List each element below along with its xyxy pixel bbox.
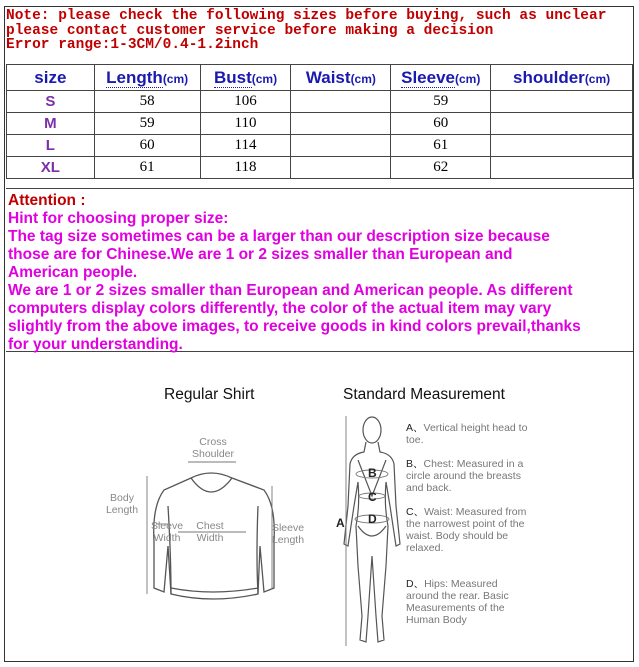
header-label: size [34,67,67,87]
note-line: Error range:1-3CM/0.4-1.2inch [6,37,259,54]
header-waist [291,65,391,91]
measurement-text: Waist: Measured from the narrowest point of the waist. Body should be relaxed. [406,506,527,554]
measurement-title: Standard Measurement [343,386,505,403]
attention-line: computers display colors differently, the color of the actual item may vary [8,300,552,317]
cell-size: XL [7,157,95,179]
attention-line: Hint for choosing proper size: [8,210,229,227]
measurement-text: Hips: Measured around the rear. Basic Measurements of the Human Body [406,578,509,626]
cell-shoulder [491,113,633,135]
measurement-d [406,578,531,626]
table-header-row [7,65,633,91]
header-label: Length [106,67,163,87]
cell-size: S [7,91,95,113]
cell-sleeve: 60 [391,113,491,135]
cell-waist [291,157,391,179]
cell-length: 59 [94,113,200,135]
header-unit: (cm) [162,71,189,86]
table-row [7,157,633,179]
cell-sleeve: 59 [391,91,491,113]
table-row [7,113,633,135]
measurement-c [406,506,531,554]
measurement-text: Vertical height head to toe. [406,422,528,446]
header-bust [200,65,291,91]
cell-sleeve: 61 [391,135,491,157]
header-length [94,65,200,91]
sleeve-length-label: Sleeve Length [271,522,305,546]
attention-line: those are for Chinese.We are 1 or 2 sizes smaller than European and [8,246,513,263]
cell-waist [291,135,391,157]
header-label: Waist [305,67,351,87]
header-shoulder [491,65,633,91]
header-unit: (cm) [584,71,611,86]
cell-length: 60 [94,135,200,157]
cell-shoulder [491,157,633,179]
body-letter-d: D [368,512,377,526]
table-row [7,135,633,157]
chest-width-label: Chest Width [196,520,224,544]
attention-line: slightly from the above images, to receive goods in kind colors prevail,thanks [8,318,581,335]
note-block [6,9,632,53]
measurement-key: C、 [406,506,425,518]
cell-sleeve: 62 [391,157,491,179]
header-sleeve [391,65,491,91]
body-letter-c: C [368,490,377,504]
cell-shoulder [491,91,633,113]
header-unit: (cm) [251,71,278,86]
body-letter-a: A [336,516,345,530]
attention-line: American people. [8,264,138,281]
body-figure-drawing [344,417,400,642]
cross-shoulder-label: Cross Shoulder [191,436,235,460]
cell-shoulder [491,135,633,157]
shirt-title: Regular Shirt [164,386,255,403]
attention-title: Attention : [8,192,86,209]
attention-line: The tag size sometimes can be a larger than our description size because [8,228,550,245]
attention-line: We are 1 or 2 sizes smaller than European and American people. As different [8,282,573,299]
measurement-diagram [6,356,633,660]
header-unit: (cm) [455,71,481,86]
header-size [7,65,95,91]
header-unit: (cm) [350,71,376,86]
cell-waist [291,113,391,135]
note-line: Note: please check the following sizes before buying, such as unclear [6,8,607,24]
measurement-key: B、 [406,458,424,470]
measurement-a [406,422,531,446]
measurement-b [406,458,531,494]
body-length-label: Body Length [105,492,139,516]
cell-bust: 114 [200,135,291,157]
cell-length: 61 [94,157,200,179]
diagram-illustration [6,356,633,660]
measurement-text: Chest: Measured in a circle around the breasts and back. [406,458,524,494]
header-label: Bust [213,67,252,87]
header-label: Sleeve [401,67,456,87]
cell-bust: 118 [200,157,291,179]
attention-block [6,188,633,352]
sleeve-width-label: Sleeve Width [150,520,184,544]
body-letter-b: B [368,466,377,480]
cell-size: L [7,135,95,157]
cell-length: 58 [94,91,200,113]
measurement-key: D、 [406,578,425,590]
cell-bust: 110 [200,113,291,135]
cell-size: M [7,113,95,135]
size-table [6,64,633,179]
note-line: please contact customer service before making a decision [6,22,494,39]
table-row [7,91,633,113]
header-label: shoulder [513,67,585,87]
cell-bust: 106 [200,91,291,113]
measurement-key: A、 [406,422,424,434]
cell-waist [291,91,391,113]
attention-line: for your understanding. [8,336,183,353]
